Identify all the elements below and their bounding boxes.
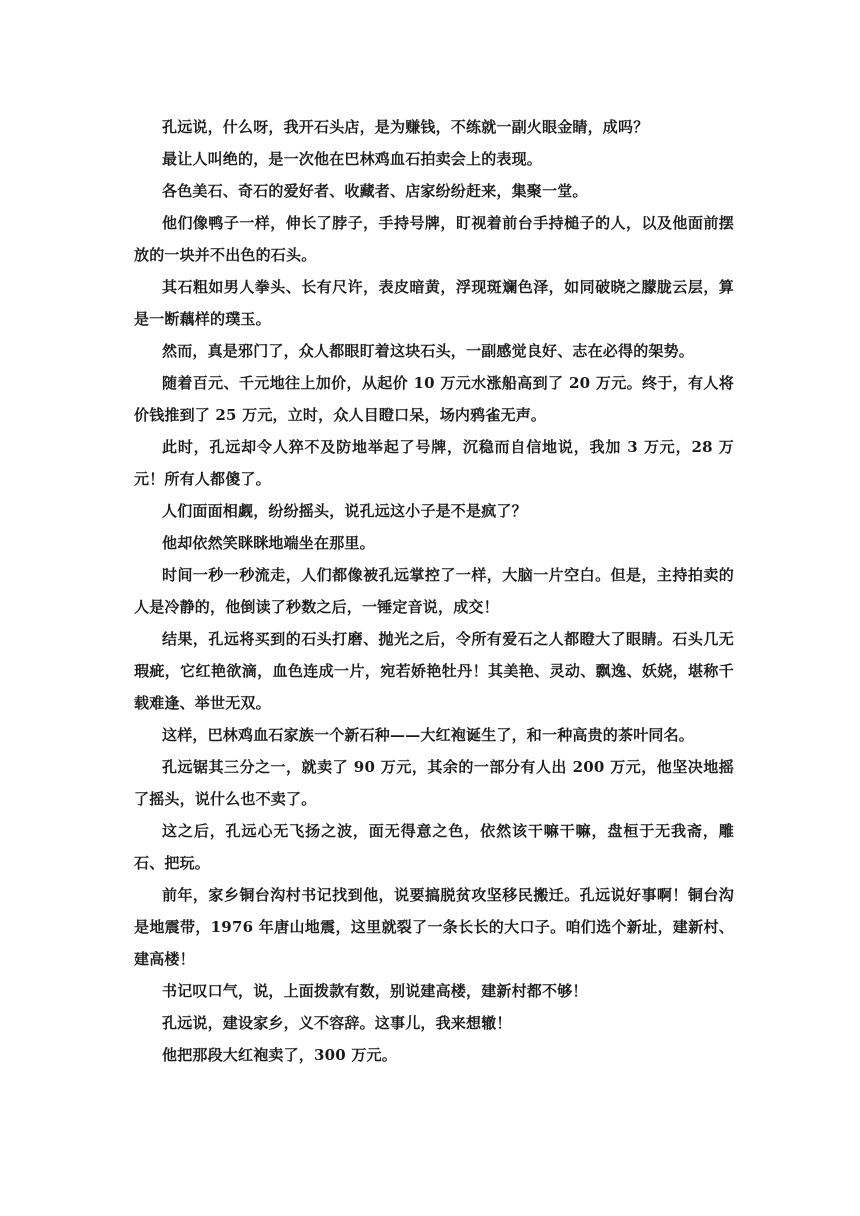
paragraph-12: 结果，孔远将买到的石头打磨、抛光之后，令所有爱石之人都瞪大了眼睛。石头几无瑕疵，它红艳欲滴，血色连成一片，宛若娇艳牡丹！其美艳、灵动、飘逸、妖娆，堪称千载难逢、举世无双。: [134, 630, 734, 712]
paragraph-18: 孔远说，建设家乡，义不容辞。这事儿，我来想辙！: [162, 1014, 512, 1032]
paragraph-17: 书记叹口气，说，上面拨款有数，别说建高楼，建新村都不够！: [162, 982, 588, 1000]
paragraph-1: 孔远说，什么呀，我开石头店，是为赚钱，不练就一副火眼金睛，成吗？: [162, 118, 649, 136]
paragraph-19: 他把那段大红袍卖了，300 万元。: [162, 1046, 397, 1064]
paragraph-5: 其石粗如男人拳头、长有尺许，表皮暗黄，浮现斑斓色泽，如同破晓之朦胧云层，算是一断藕样的璞玉。: [134, 278, 734, 328]
paragraph-4: 他们像鸭子一样，伸长了脖子，手持号牌，盯视着前台手持槌子的人，以及他面前摆放的一块并不出色的石头。: [134, 214, 734, 264]
paragraph-2: 最让人叫绝的，是一次他在巴林鸡血石拍卖会上的表现。: [162, 150, 543, 168]
paragraph-10: 他却依然笑眯眯地端坐在那里。: [162, 534, 375, 552]
paragraph-11: 时间一秒一秒流走，人们都像被孔远掌控了一样，大脑一片空白。但是，主持拍卖的人是冷静的，他倒读了秒数之后，一锤定音说，成交！: [134, 566, 734, 616]
paragraph-14: 孔远锯其三分之一，就卖了 90 万元，其余的一部分有人出 200 万元，他坚决地摇了摇头，说什么也不卖了。: [134, 758, 734, 808]
paragraph-6: 然而，真是邪门了，众人都眼盯着这块石头，一副感觉良好、志在必得的架势。: [162, 342, 695, 360]
paragraph-15: 这之后，孔远心无飞扬之波，面无得意之色，依然该干嘛干嘛，盘桓于无我斋，雕石、把玩。: [134, 822, 734, 872]
paragraph-7: 随着百元、千元地往上加价，从起价 10 万元水涨船高到了 20 万元。终于，有人将价钱推到了 25 万元，立时，众人目瞪口呆，场内鸦雀无声。: [134, 374, 734, 424]
paragraph-3: 各色美石、奇石的爱好者、收藏者、店家纷纷赶来，集聚一堂。: [162, 182, 588, 200]
paragraph-9: 人们面面相觑，纷纷摇头，说孔远这小子是不是疯了？: [162, 502, 527, 520]
story-text: [134, 111, 734, 1071]
paragraph-16: 前年，家乡铜台沟村书记找到他，说要搞脱贫攻坚移民搬迁。孔远说好事啊！铜台沟是地震带，1976 年唐山地震，这里就裂了一条长长的大口子。咱们选个新址，建新村、建高楼！: [134, 886, 734, 968]
paragraph-8: 此时，孔远却令人猝不及防地举起了号牌，沉稳而自信地说，我加 3 万元，28 万元！所有人都傻了。: [134, 438, 734, 488]
paragraph-13: 这样，巴林鸡血石家族一个新石种——大红袍诞生了，和一种高贵的茶叶同名。: [162, 726, 695, 744]
